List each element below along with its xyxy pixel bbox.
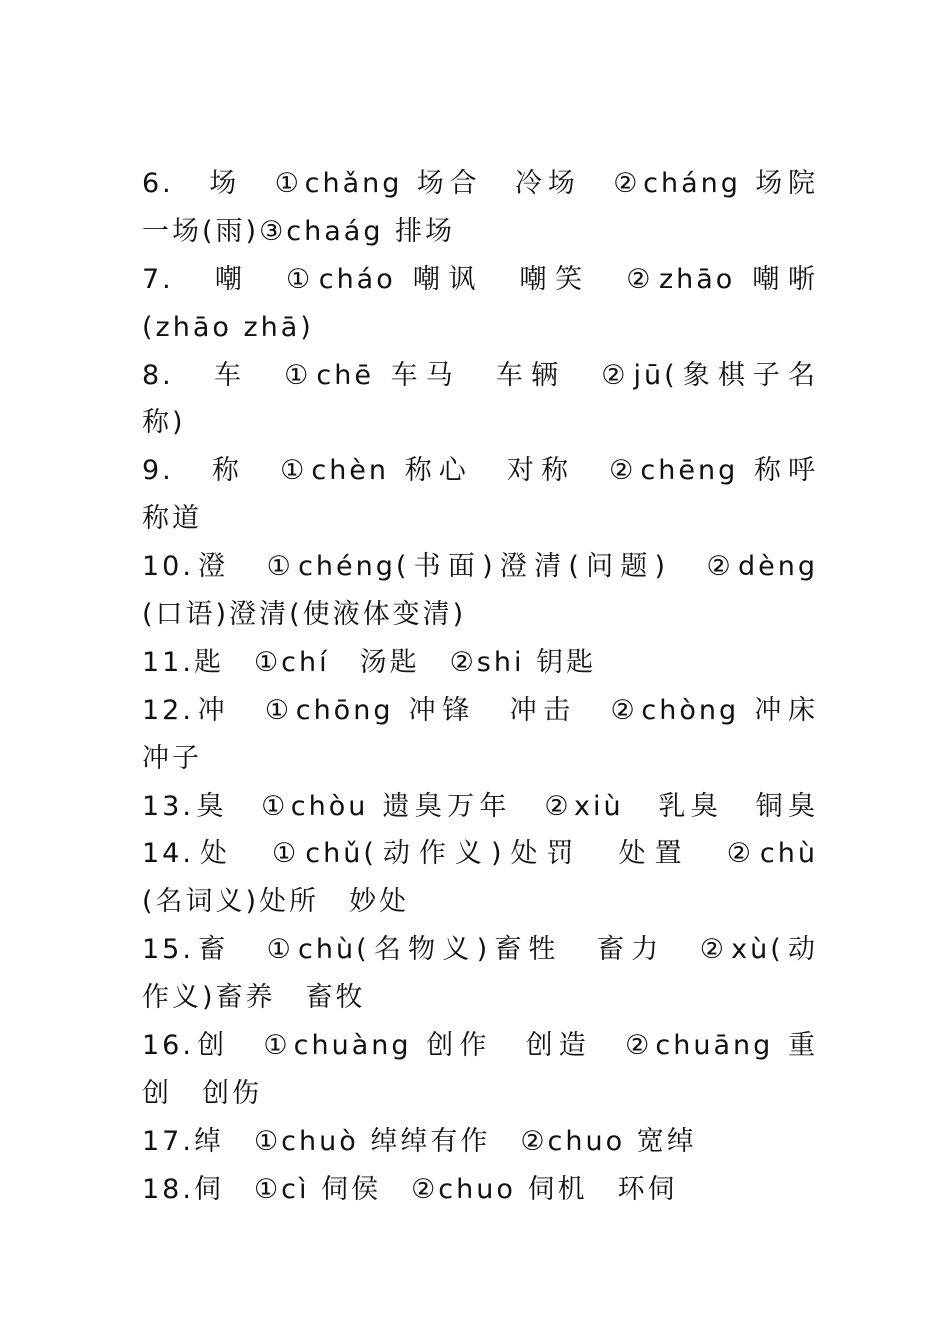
entry-7-line-2: (zhāo zhā) xyxy=(142,311,314,343)
entry-8-line-1: 8. 车 ①chē 车马 车辆 ②jū(象棋子名 xyxy=(142,359,818,391)
entry-13-line-1: 13.臭 ①chòu 遗臭万年 ②xiù 乳臭 铜臭 xyxy=(142,790,818,822)
entry-12-line-2: 冲子 xyxy=(142,742,202,774)
entry-6-line-2: 一场(雨)③chaág 排场 xyxy=(142,215,456,247)
entry-10-line-1: 10.澄 ①chéng(书面)澄清(问题) ②dèng xyxy=(142,551,818,583)
entry-16-line-2: 创 创伤 xyxy=(142,1077,262,1109)
entry-18-line-1: 18.伺 ①cì 伺侯 ②chuo 伺机 环伺 xyxy=(142,1173,678,1205)
entry-8-line-2: 称) xyxy=(142,407,186,439)
entry-9-line-2: 称道 xyxy=(142,503,202,535)
entry-6-line-1: 6. 场 ①chǎng 场合 冷场 ②cháng 场院 xyxy=(142,168,818,199)
entry-9-line-1: 9. 称 ①chèn 称心 对称 ②chēng 称呼 xyxy=(142,455,818,487)
entry-15-line-1: 15.畜 ①chù(名物义)畜牲 畜力 ②xù(动 xyxy=(142,934,818,966)
entry-12-line-1: 12.冲 ①chōng 冲锋 冲击 ②chòng 冲床 xyxy=(142,694,818,726)
entry-14-line-1: 14.处 ①chǔ(动作义)处罚 处置 ②chù xyxy=(142,838,818,870)
entry-17-line-1: 17.绰 ①chuò 绰绰有作 ②chuo 宽绰 xyxy=(142,1125,697,1157)
entry-14-line-2: (名词义)处所 妙处 xyxy=(142,886,410,918)
document-body xyxy=(142,160,818,1214)
entry-16-line-1: 16.创 ①chuàng 创作 创造 ②chuāng 重 xyxy=(142,1030,818,1062)
entry-15-line-2: 作义)畜养 畜牧 xyxy=(142,982,366,1014)
entry-11-line-1: 11.匙 ①chí 汤匙 ②shi 钥匙 xyxy=(142,646,597,678)
entry-7-line-1: 7. 嘲 ①cháo 嘲讽 嘲笑 ②zhāo 嘲哳 xyxy=(142,263,818,295)
entry-10-line-2: (口语)澄清(使液体变清) xyxy=(142,599,467,631)
